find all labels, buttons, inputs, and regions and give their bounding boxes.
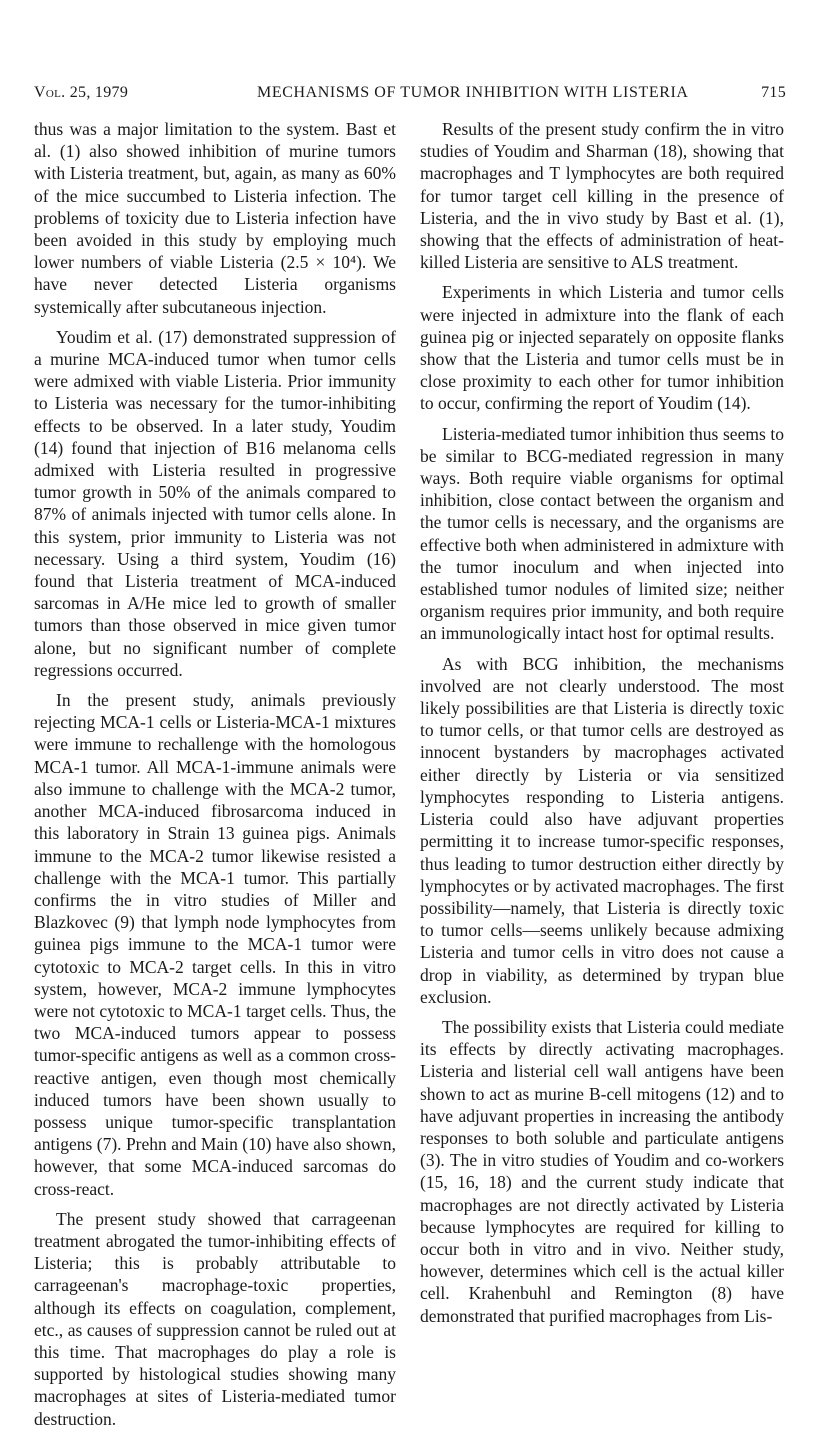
paragraph: Youdim et al. (17) demonstrated suppression of a murine MCA-induced tumor when tumor cells were admixed with viable Listeria. Prior immunity to Listeria was necessary for the tumor-inhibiting effects to be observed. In a later study, Youdim (14) found that injection of B16 melanoma cells admixed with Listeria resulted in progressive tumor growth in 50% of the animals compared to 87% of animals injected with tumor cells alone. In this system, prior immunity to Listeria was not necessary. Using a third system, Youdim (16) found that Listeria treatment of MCA-induced sarcomas in A/He mice led to growth of smaller tumors than those observed in mice given tumor alone, but no significant number of complete regressions occurred.	[34, 326, 396, 680]
running-title: MECHANISMS OF TUMOR INHIBITION WITH LISTERIA	[257, 84, 689, 101]
paragraph: In the present study, animals previously rejecting MCA-1 cells or Listeria-MCA-1 mixtures were immune to rechallenge with the homologous MCA-1 tumor. All MCA-1-immune animals were also immune to challenge with the MCA-2 tumor, another MCA-induced fibrosarcoma induced in this laboratory in Strain 13 guinea pigs. Animals immune to the MCA-2 tumor likewise resisted a challenge with the MCA-1 tumor. This partially confirms the in vitro studies of Miller and Blazkovec (9) that lymph node lymphocytes from guinea pigs immune to the MCA-1 tumor were cytotoxic to MCA-2 target cells. In this in vitro system, however, MCA-2 immune lymphocytes were not cytotoxic to MCA-1 target cells. Thus, the two MCA-induced tumors appear to possess tumor-specific antigens as well as a common cross-reactive antigen, even though most chemically induced tumors have been shown usually to possess unique tumor-specific transplantation antigens (7). Prehn and Main (10) have also shown, however, that some MCA-induced sarcomas do cross-react.	[34, 690, 396, 1199]
paragraph: thus was a major limitation to the system. Bast et al. (1) also showed inhibition of murine tumors with Listeria treatment, but, again, as many as 60% of the mice succumbed to Listeria infection. The problems of toxicity due to Listeria infection have been avoided in this study by employing much lower numbers of viable Listeria (2.5 × 10⁴). We have never detected Listeria organisms systemically after subcutaneous injection.	[34, 119, 396, 317]
paragraph: Results of the present study confirm the in vitro studies of Youdim and Sharman (18), showing that macrophages and T lymphocytes are both required for tumor target cell killing in the presence of Listeria, and the in vivo study by Bast et al. (1), showing that the effects of administration of heat-killed Listeria are sensitive to ALS treatment.	[420, 119, 784, 273]
left-column	[34, 118, 396, 1438]
paragraph: The possibility exists that Listeria could mediate its effects by directly activating macrophages. Listeria and listerial cell wall antigens have been shown to act as murine B-cell mitogens (12) and to have adjuvant properties in increasing the antibody responses to both soluble and particulate antigens (3). The in vitro studies of Youdim and co-workers (15, 16, 18) and the current study indicate that macrophages are not directly activated by Listeria because lymphocytes are required for killing to occur both in vitro and in vivo. Neither study, however, determines which cell is the actual killer cell. Krahenbuhl and Remington (8) have demonstrated that purified macrophages from Lis-	[420, 1016, 784, 1326]
page-number: 715	[761, 84, 786, 101]
paragraph: The present study showed that carrageenan treatment abrogated the tumor-inhibiting effects of Listeria; this is probably attributable to carrageenan's macrophage-toxic properties, although its effects on coagulation, complement, etc., as causes of suppression cannot be ruled out at this time. That macrophages do play a role is supported by histological studies showing many macrophages at sites of Listeria-mediated tumor destruction.	[34, 1208, 396, 1429]
paragraph: As with BCG inhibition, the mechanisms involved are not clearly understood. The most likely possibilities are that Listeria is directly toxic to tumor cells, or that tumor cells are destroyed as innocent bystanders by macrophages activated either directly by Listeria or via sensitized lymphocytes responding to Listeria antigens. Listeria could also have adjuvant properties permitting it to increase tumor-specific responses, thus leading to tumor destruction either directly by lymphocytes or by activated macrophages. The first possibility—namely, that Listeria is directly toxic to tumor cells—seems unlikely because admixing Listeria and tumor cells in vitro does not cause a drop in viability, as determined by trypan blue exclusion.	[420, 653, 784, 1007]
running-header	[34, 84, 786, 108]
right-column	[420, 118, 784, 1335]
paragraph: Listeria-mediated tumor inhibition thus seems to be similar to BCG-mediated regression in many ways. Both require viable organisms for optimal inhibition, close contact between the organism and the tumor cells is necessary, and the organisms are effective both when administered in admixture with the tumor inoculum and when injected into established tumor nodules of limited size; neither organism requires prior immunity, and both require an immunologically intact host for optimal results.	[420, 423, 784, 644]
paragraph: Experiments in which Listeria and tumor cells were injected in admixture into the flank of each guinea pig or injected separately on opposite flanks show that the Listeria and tumor cells must be in close proximity to each other for tumor inhibition to occur, confirming the report of Youdim (14).	[420, 282, 784, 414]
volume-label: Vol. 25, 1979	[34, 84, 129, 101]
